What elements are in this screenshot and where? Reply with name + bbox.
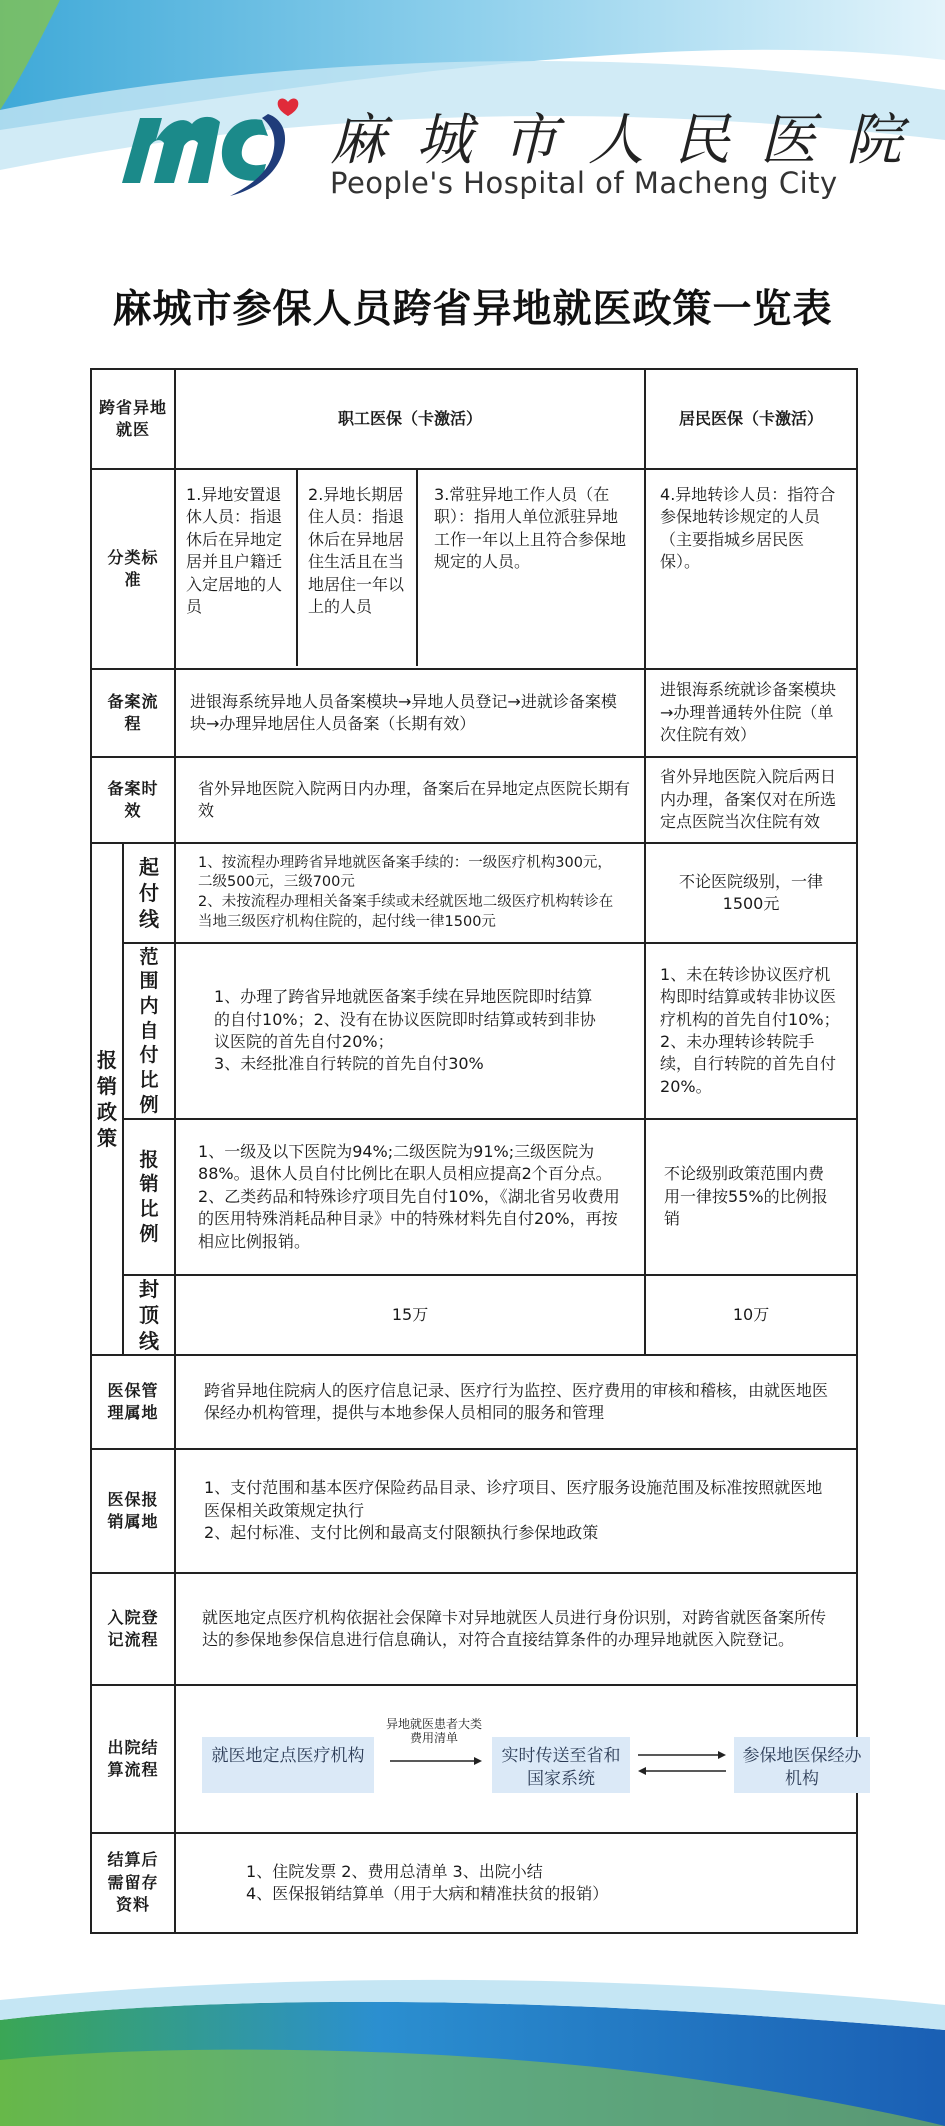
self-pay-label: 范围内自付比例 [139,945,159,1116]
cap-row [91,1275,857,1355]
double-arrow-icon [636,1745,728,1781]
filing-validity-label: 备案时效 [107,778,159,820]
cap-label-cell [123,1275,175,1355]
flow-box-insurance-agency: 参保地医保经办机构 [734,1737,870,1793]
flow-arrow-label: 异地就医患者大类费用清单 [386,1717,483,1746]
discharge-label: 出院结算流程 [107,1737,159,1779]
filing-validity-worker: 省外异地医院入院两日内办理，备案后在异地定点医院长期有效 [175,757,645,843]
worker-categories-cell [175,469,645,669]
ratio-row [91,1119,857,1275]
discharge-row [91,1685,857,1833]
reimb-place-label-cell [91,1449,175,1573]
worker-categories [176,470,644,666]
filing-process-resident: 进银海系统就诊备案模块→办理普通转外住院（单次住院有效） [645,669,857,757]
management-label-cell [91,1355,175,1449]
cap-worker: 15万 [175,1275,645,1355]
category-item-4: 4.异地转诊人员：指符合参保地转诊规定的人员（主要指城乡居民医保）。 [645,469,857,669]
self-pay-row [91,943,857,1119]
discharge-flow-cell [175,1685,862,1833]
cap-resident: 10万 [645,1275,857,1355]
ratio-label-cell [123,1119,175,1275]
category-item-1: 1.异地安置退休人员：指退休后在异地定居并且户籍迁入定居地的人员 [176,470,298,666]
category-item-2: 2.异地长期居住人员：指退休后在异地居住生活且在当地居住一年以上的人员 [298,470,418,666]
category-row [91,469,857,669]
filing-process-label-cell [91,669,175,757]
documents-label-cell [91,1833,175,1933]
reimb-place-text: 1、支付范围和基本医疗保险药品目录、诊疗项目、医疗服务设施范围及标准按照就医地医保相关政策规定执行 2、起付标准、支付比例和最高支付限额执行参保地政策 [175,1449,857,1573]
admission-text: 就医地定点医疗机构依据社会保障卡对异地就医人员进行身份识别，对跨省就医备案所传达的参保地参保信息进行信息确认，对符合直接结算条件的办理异地就医入院登记。 [175,1573,857,1685]
policy-table [90,368,862,1934]
arrow-right-icon [388,1749,484,1773]
discharge-flow [176,1689,862,1829]
management-label: 医保管理属地 [107,1380,159,1422]
category-label-cell [91,469,175,669]
deductible-label-cell [123,843,175,943]
header-worker-cell [175,369,645,469]
ratio-worker: 1、一级及以下医院为94%;二级医院为91%;三级医院为88%。退休人员自付比例比在职人员相应提高2个百分点。 2、乙类药品和特殊诊疗项目先自付10%，《湖北省另收费用的医用特殊消耗品种目录》中的特殊材料先自付20%，再按相应比例报销。 [175,1119,645,1275]
filing-process-row [91,669,857,757]
filing-validity-row [91,757,857,843]
discharge-label-cell [91,1685,175,1833]
filing-validity-resident: 省外异地医院入院后两日内办理，备案仅对在所选定点医院当次住院有效 [645,757,857,843]
self-pay-label-cell [123,943,175,1119]
flow-box-hospital: 就医地定点医疗机构 [202,1737,374,1793]
header-category-cell [91,369,175,469]
admission-label-cell [91,1573,175,1685]
ratio-resident: 不论级别政策范围内费用一律按55%的比例报销 [645,1119,857,1275]
documents-row [91,1833,857,1933]
deductible-label: 起付线 [139,855,159,931]
header-worker-insurance: 职工医保（卡激活） [338,408,483,428]
header-resident-insurance: 居民医保（卡激活） [679,408,824,428]
reimbursement-policy-label: 报销政策 [97,1048,117,1150]
ratio-label: 报销比例 [139,1148,159,1245]
category-item-3: 3.常驻异地工作人员（在职）：指用人单位派驻异地工作一年以上且符合参保地规定的人员。 [434,485,627,572]
deductible-resident: 不论医院级别，一律1500元 [645,843,857,943]
hospital-logo [112,88,312,200]
header-resident-cell [645,369,857,469]
header-cross-province: 跨省异地就医 [99,397,168,439]
self-pay-worker: 1、办理了跨省异地就医备案手续在异地医院即时结算的自付10%；2、没有在协议医院即时结算或转到非协议医院的首先自付20%； 3、未经批准自行转院的首先自付30% [175,943,645,1119]
admission-label: 入院登记流程 [107,1607,159,1649]
filing-process-label: 备案流程 [107,691,159,733]
header-row [91,369,857,469]
documents-text: 1、住院发票 2、费用总清单 3、出院小结 4、医保报销结算单（用于大病和精准扶贫的报销） [175,1833,857,1933]
filing-validity-label-cell [91,757,175,843]
admission-row [91,1573,857,1685]
self-pay-resident: 1、未在转诊协议医疗机构即时结算或转非协议医疗机构的首先自付10%； 2、未办理转诊转院手续，自行转院的首先自付20%。 [645,943,857,1119]
reimb-place-row [91,1449,857,1573]
management-text: 跨省异地住院病人的医疗信息记录、医疗行为监控、医疗费用的审核和稽核，由就医地医保经办机构管理，提供与本地参保人员相同的服务和管理 [175,1355,857,1449]
page-title: 麻城市参保人员跨省异地就医政策一览表 [112,287,833,332]
deductible-row [91,843,857,943]
reimb-place-label: 医保报销属地 [107,1489,159,1531]
documents-label: 结算后需留存资料 [107,1850,159,1915]
flow-box-national: 实时传送至省和国家系统 [492,1737,630,1793]
hospital-name-en: People's Hospital of Macheng City [330,166,838,200]
reimbursement-label-cell [91,843,123,1355]
deductible-worker: 1、按流程办理跨省异地就医备案手续的：一级医疗机构300元，二级500元，三级700元 2、未按流程办理相关备案手续或未经就医地二级医疗机构转诊在当地三级医疗机构住院的，起付线一律1500元 [175,843,645,943]
hospital-name-cn: 麻城市人民医院 [330,108,932,173]
filing-process-worker: 进银海系统异地人员备案模块→异地人员登记→进就诊备案模块→办理异地居住人员备案（长期有效） [175,669,645,757]
category-label: 分类标准 [107,547,159,589]
management-row [91,1355,857,1449]
cap-label: 封顶线 [139,1277,159,1353]
